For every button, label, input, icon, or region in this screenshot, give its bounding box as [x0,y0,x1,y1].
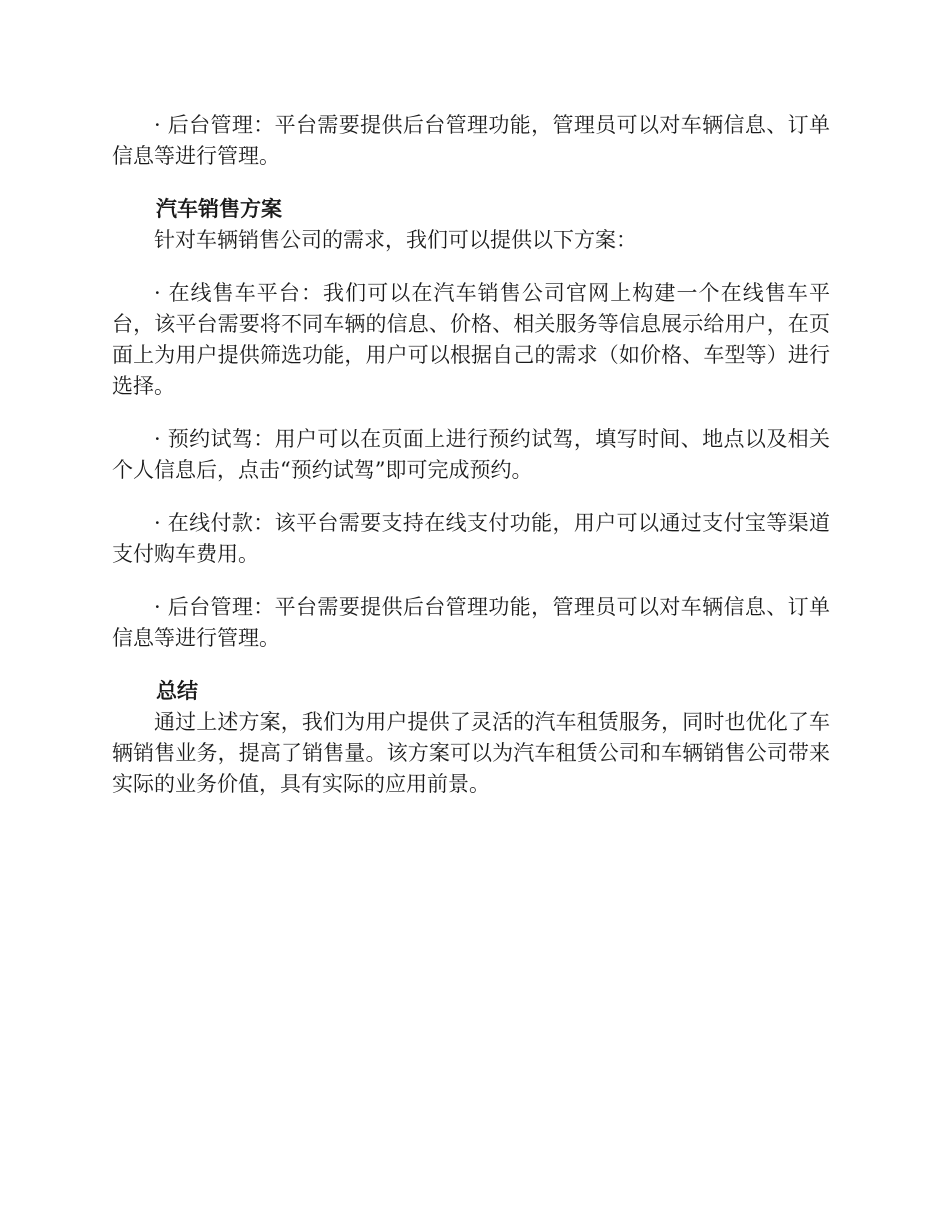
paragraph-online-sales-platform: · 在线售车平台：我们可以在汽车销售公司官网上构建一个在线售车平台，该平台需要将不同车辆的信息、价格、相关服务等信息展示给用户，在页面上为用户提供筛选功能，用户可以根据自己的需求（如价格、车型等）进行选择。 [112,281,830,398]
paragraph-online-payment: · 在线付款：该平台需要支持在线支付功能，用户可以通过支付宝等渠道支付购车费用。 [112,511,830,566]
paragraph-sales-intro: 针对车辆销售公司的需求，我们可以提供以下方案： [154,228,637,252]
document-page [112,110,830,800]
paragraph-test-drive: · 预约试驾：用户可以在页面上进行预约试驾，填写时间、地点以及相关个人信息后，点击“预约试驾”即可完成预约。 [112,427,830,482]
paragraph-backend-management-1: · 后台管理：平台需要提供后台管理功能，管理员可以对车辆信息、订单信息等进行管理。 [112,113,830,168]
paragraph-backend-management-2: · 后台管理：平台需要提供后台管理功能，管理员可以对车辆信息、订单信息等进行管理。 [112,595,830,650]
section-heading-summary: 总结 [156,679,198,703]
section-heading-car-sales: 汽车销售方案 [156,197,282,221]
paragraph-summary: 通过上述方案，我们为用户提供了灵活的汽车租赁服务，同时也优化了车辆销售业务，提高了销售量。该方案可以为汽车租赁公司和车辆销售公司带来实际的业务价值，具有实际的应用前景。 [112,710,830,796]
